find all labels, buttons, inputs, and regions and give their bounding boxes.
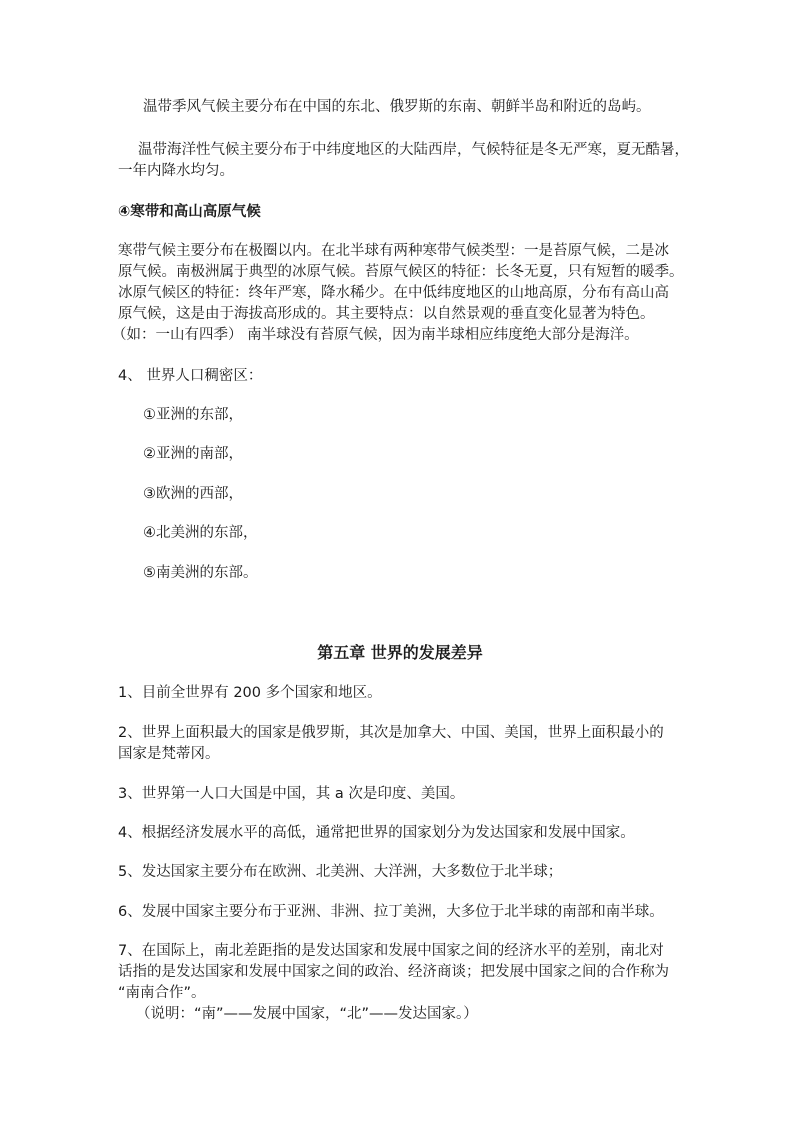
paragraph-line: 原气候，这是由于海拔高形成的。其主要特点：以自然景观的垂直变化显著为特色。 xyxy=(118,306,655,322)
paragraph-temperate-monsoon: 温带季风气候主要分布在中国的东北、俄罗斯的东南、朝鲜半岛和附近的岛屿。 xyxy=(143,99,651,115)
list-item: ③欧洲的西部， xyxy=(143,486,243,502)
list-item: ②亚洲的南部， xyxy=(143,446,243,462)
item-1: 1、目前全世界有 200 多个国家和地区。 xyxy=(118,685,382,701)
item-5: 5、发达国家主要分布在欧洲、北美洲、大洋洲，大多数位于北半球； xyxy=(118,864,563,880)
paragraph-line: 寒带气候主要分布在极圈以内。在北半球有两种寒带气候类型：一是苔原气候，二是冰 xyxy=(118,243,669,259)
item-6: 6、发展中国家主要分布于亚洲、非洲、拉丁美洲，大多位于北半球的南部和南半球。 xyxy=(118,904,664,920)
item-3: 3、世界第一人口大国是中国，其 a 次是印度、美国。 xyxy=(118,786,465,802)
item-4: 4、根据经济发展水平的高低，通常把世界的国家划分为发达国家和发展中国家。 xyxy=(118,825,635,841)
paragraph-line: 7、在国际上，南北差距指的是发达国家和发展中国家之间的经济水平的差别，南北对 xyxy=(118,943,664,959)
paragraph-line: 2、世界上面积最大的国家是俄罗斯，其次是加拿大、中国、美国，世界上面积最小的 xyxy=(118,725,664,741)
paragraph-line: “南南合作”。 xyxy=(118,985,206,1001)
section-population-dense: 4、 世界人口稠密区： xyxy=(118,368,263,384)
paragraph-line: （如：一山有四季） 南半球没有苔原气候，因为南半球相应纬度绝大部分是海洋。 xyxy=(112,327,639,343)
paragraph-temperate-oceanic: 温带海洋性气候主要分布于中纬度地区的大陆西岸，气候特征是冬无严寒，夏无酷暑，一年内降水均匀。 xyxy=(118,142,689,179)
paragraph-line: 国家是梵蒂冈。 xyxy=(118,746,220,762)
note-line: （说明：“南”——发展中国家，“北”——发达国家。） xyxy=(136,1006,478,1022)
heading-cold-highland-climate: ④寒带和高山高原气候 xyxy=(118,204,261,220)
paragraph-line: 原气候。南极洲属于典型的冰原气候。苔原气候区的特征：长冬无夏，只有短暂的暖季。 xyxy=(118,264,684,280)
chapter-title: 第五章 世界的发展差异 xyxy=(317,643,483,662)
list-item: ④北美洲的东部， xyxy=(143,525,258,541)
paragraph-line: 冰原气候区的特征：终年严寒，降水稀少。在中低纬度地区的山地高原，分布有高山高 xyxy=(118,285,669,301)
list-item: ⑤南美洲的东部。 xyxy=(143,565,258,581)
list-item: ①亚洲的东部， xyxy=(143,407,243,423)
paragraph-line: 话指的是发达国家和发展中国家之间的政治、经济商谈；把发展中国家之间的合作称为 xyxy=(118,964,669,980)
